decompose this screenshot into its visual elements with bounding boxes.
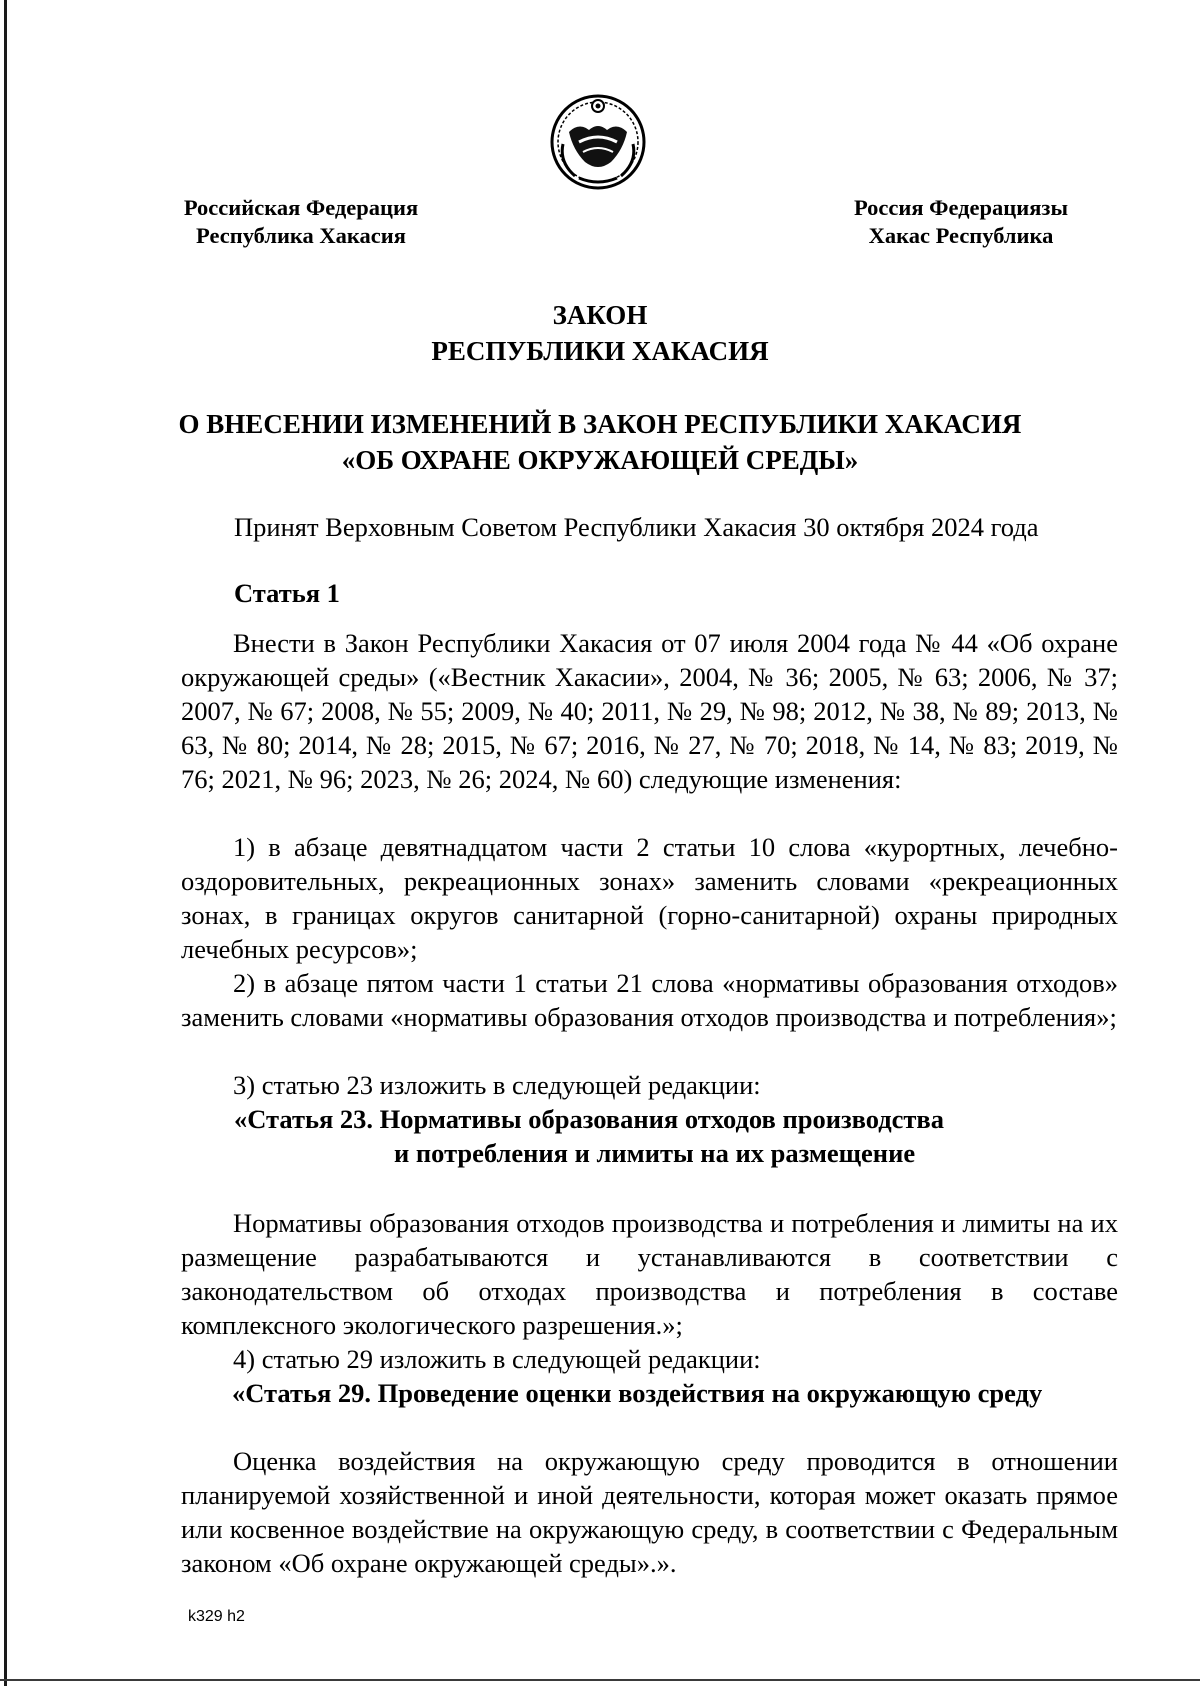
article-29-text: Оценка воздействия на окружающую среду проводится в отношении планируемой хозяйственной и иной деятельности, которая может оказать прямое или косвенное воздействие на окружающую среду, в соответствии с Федеральным законом «Об охране окружающей среды».». [181,1446,1118,1578]
amendment-item-2: 2) в абзаце пятом части 1 статьи 21 слова «нормативы образования отходов» заменить словами «нормативы образования отходов производства и потребления»; [181,968,1118,1032]
article-23-heading-line-1: «Статья 23. Нормативы образования отходов производства [234,1104,944,1134]
amendment-item-1: 1) в абзаце девятнадцатом части 2 статьи 10 слова «курортных, лечебно-оздоровительных, рекреационных зонах» заменить словами «рекреационных зонах, в границах округов санитарной (горно-санитарной) охраны природных лечебных ресурсов»; [181,832,1118,964]
article-1-intro: Внести в Закон Республики Хакасия от 07 июля 2004 года № 44 «Об охране окружающей среды» («Вестник Хакасии», 2004, № 36; 2005, № 63; 2006, № 37; 2007, № 67; 2008, № 55; 2009, № 40; 2011, № 29, № 98; 2012, № 38, № 89; 2013, № 63, № 80; 2014, № 28; 2015, № 67; 2016, № 27, № 70; 2018, № 14, № 83; 2019, № 76; 2021, № 96; 2023, № 26; 2024, № 60) следующие изменения: [181,628,1118,794]
header-left-block [168,194,434,250]
document-region: РЕСПУБЛИКИ ХАКАСИЯ [431,336,769,366]
amendment-item-4: 4) статью 29 изложить в следующей редакции: [233,1344,761,1374]
article-23-heading-line-2: и потребления и лимиты на их размещение [394,1138,916,1168]
law-title-line-2: «ОБ ОХРАНЕ ОКРУЖАЮЩЕЙ СРЕДЫ» [341,445,859,475]
scan-bottom-line [0,1679,1200,1681]
header-left-country: Российская Федерация [183,195,419,220]
document-code: k329 h2 [188,1608,245,1625]
adoption-statement: Принят Верховным Советом Республики Хакасия 30 октября 2024 года [234,512,1039,542]
article-29-heading: «Статья 29. Проведение оценки воздействия на окружающую среду [232,1378,1043,1408]
header-left-republic: Республика Хакасия [196,223,406,248]
header-right-block [838,194,1084,250]
header-right-republic: Хакас Республика [868,223,1054,248]
header-right-country: Россия Федерациязы [853,195,1069,220]
law-title-line-1: О ВНЕСЕНИИ ИЗМЕНЕНИЙ В ЗАКОН РЕСПУБЛИКИ ХАКАСИЯ [178,409,1022,439]
coat-of-arms-icon [549,92,647,192]
article-1-heading: Статья 1 [234,578,340,608]
scan-left-edge [4,0,7,1686]
document-type: ЗАКОН [552,300,648,330]
amendment-item-3: 3) статью 23 изложить в следующей редакции: [233,1070,761,1100]
article-23-text: Нормативы образования отходов производства и потребления и лимиты на их размещение разрабатываются и устанавливаются в соответствии с законодательством об отходах производства и потребления в составе комплексного экологического разрешения.»; [181,1208,1118,1340]
